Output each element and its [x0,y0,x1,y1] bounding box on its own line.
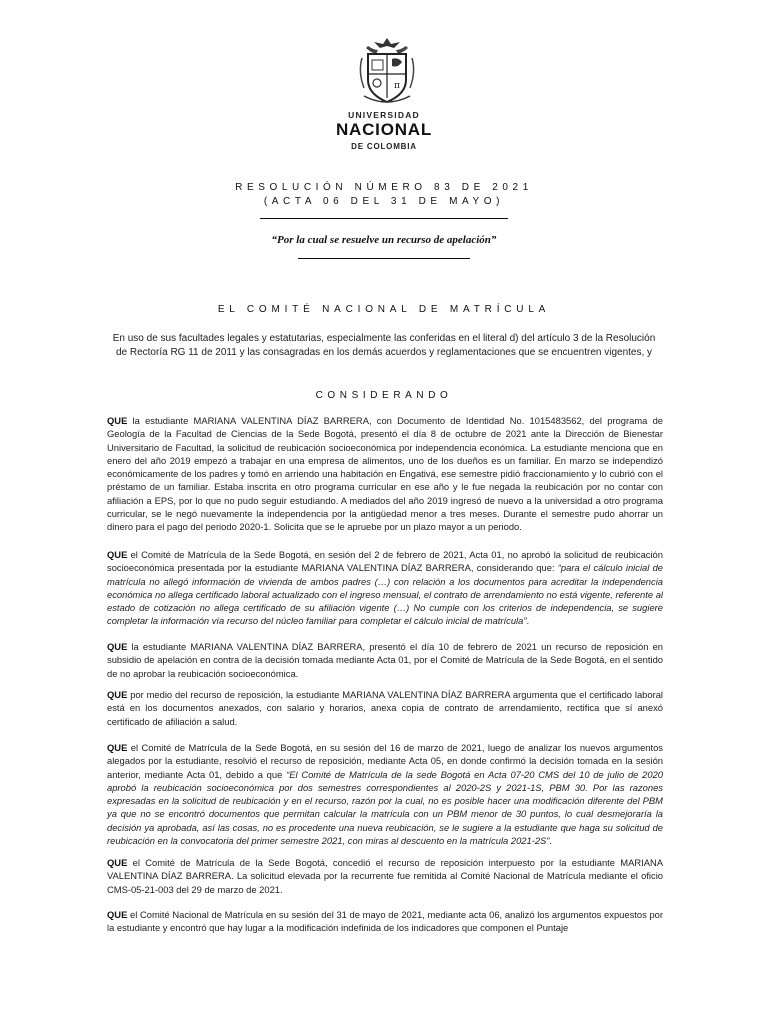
considerando-paragraph [107,640,663,680]
committee-title: EL COMITÉ NACIONAL DE MATRÍCULA [217,304,551,315]
considerando-paragraph [107,741,663,847]
paragraph-lead: QUE [107,415,128,426]
paragraph-text: el Comité Nacional de Matrícula en su sesión del 31 de mayo de 2021, mediante acta 06, analizó los argumentos expuestos por la estudiante y encontró que hay lugar a la modificación indefinida de los indicadores que componen el Puntaje [107,909,663,934]
divider [298,258,470,259]
considerando-paragraph [107,414,663,534]
divider [260,218,508,219]
paragraph-lead: QUE [107,742,128,753]
paragraph-text: la estudiante MARIANA VALENTINA DÍAZ BARRERA, presentó el día 10 de febrero de 2021 un recurso de reposición en subsidio de apelación en contra de la decisión tomada mediante Acta 01, por el Comité de Matrícula de la Sede Bogotá, en el sentido de no aprobar la reubicación socioeconómica. [107,641,663,679]
resolution-number: RESOLUCIÓN NÚMERO 83 DE 2021 [235,182,533,193]
resolution-acta: (ACTA 06 DEL 31 DE MAYO) [263,196,505,207]
university-coat-of-arms-icon [354,36,420,108]
considerando-paragraph [107,908,663,935]
paragraph-text: la estudiante MARIANA VALENTINA DÍAZ BARRERA, con Documento de Identidad No. 1015483562, del programa de Geología de la Facultad de Ciencias de la Sede Bogotá, presentó el día 8 de octubre de 2021 ante la Dirección de Bienestar Universitario de Facultad, la solicitud de reubicación socioeconómica por independencia económica. La estudiante menciona que en enero del año 2019 empezó a trabajar en una empresa de alimentos, uno de los dueños es un familiar. En marzo se independizó económicamente de los padres y tomó en arriendo una habitación en Engativá, ese semestre pidió fraccionamiento y lo cubrió con el préstamo de un familiar. Estaba inscrita en otro programa curricular en ese año y le fue negada la reubicación por no contar con afiliación a EPS, por lo que no pudo seguir estudiando. A mediados del año 2019 ingresó de nuevo a la universidad a otro programa curricular, se le negó nuevamente la independencia por la antigüedad menor a tres meses. Durante el semestre pudo ahorrar un dinero para el pago del periodo 2020-1. Solicita que se le apruebe por un plazo mayor a un periodo. [107,415,663,533]
paragraph-text: el Comité de Matrícula de la Sede Bogotá, en su sesión del 16 de marzo de 2021, luego de analizar los nuevos argumentos alegados por la estudiante, resolvió el recurso de reposición, mediante Acta 05, en donde confirmó la decisión tomada en la sesión anterior, mediante Acta 01, debido a que [107,742,663,780]
resolution-subtitle: “Por la cual se resuelve un recurso de apelación” [271,234,497,246]
paragraph-lead: QUE [107,689,128,700]
paragraph-tail: . [549,835,553,847]
university-name: NACIONAL [335,120,433,139]
paragraph-text: por medio del recurso de reposición, la estudiante MARIANA VALENTINA DÍAZ BARRERA argumenta que el certificado laboral está en los documentos anexados, con salario y horarios, anexa copia de contrato de arrendamiento, rectifica que sí anexó certificado de afiliación a salud. [107,689,663,727]
considerando-paragraph [107,688,663,728]
committee-intro: En uso de sus facultades legales y estatutarias, especialmente las conferidas en el literal d) del artículo 3 de la Resolución de Rectoría RG 11 de 2011 y las consagradas en los demás acuerdos y reglamentaciones que se encuentren vigentes, y [112,333,656,358]
considerando-title: CONSIDERANDO [315,390,453,401]
paragraph-text: el Comité de Matrícula de la Sede Bogotá, concedió el recurso de reposición interpuesto por la estudiante MARIANA VALENTINA DÍAZ BARRERA. La solicitud elevada por la recurrente fue remitida al Comité Nacional de Matrícula mediante el oficio CMS-05-21-003 del 29 de marzo de 2021. [107,857,663,895]
svg-text:π: π [394,81,400,91]
paragraph-lead: QUE [107,641,128,652]
university-country: DE COLOMBIA [351,142,417,151]
university-name-small: UNIVERSIDAD [348,110,420,120]
paragraph-lead: QUE [107,857,128,868]
considerando-paragraph [107,856,663,896]
paragraph-quote: “para el cálculo inicial de matrícula no allegó información de vivienda de ambos padres (…) con relación a los documentos para acreditar la independencia económica no allega certificado laboral actualizado con el ingreso mensual, el contrato de arrendamiento no está vigente, referente al estado de cotización no allega certificado de su afiliación vigente (…) No cumple con los criterios de independencia, se sugiere completar la información vía recurso del núcleo familiar para completar el cálculo inicial de matrícula” [107,562,663,627]
paragraph-quote: “El Comité de Matrícula de la sede Bogotá en Acta 07-20 CMS del 10 de julio de 2020 aprobó la reubicación socioeconómica por dos semestres correspondientes al 2020-2S y 2021-1S, PBM 30. Por las razones expresadas en la solicitud de reubicación y en el recurso, razón por la cual, no es posible hacer una modificación diferente del PBM ya que no se encontró documentos que permitan calcular la matrícula con un PBM menor de 30 puntos, lo cual desmejoraría la decisión ya aprobada, así las cosas, no es procedente una nueva reubicación, se le sugiere a la estudiante que haga su solicitud de reubicación en la convocatoria del primer semestre 2021, con miras al descuento en la matrícula 2021-2S” [107,768,663,847]
paragraph-lead: QUE [107,909,128,920]
paragraph-tail: . [526,615,530,627]
paragraph-lead: QUE [107,549,128,560]
considerando-paragraph [107,548,663,628]
paragraph-text: el Comité de Matrícula de la Sede Bogotá, en sesión del 2 de febrero de 2021, Acta 01, no aprobó la solicitud de reubicación socioeconómica presentada por la estudiante MARIANA VALENTINA DÍAZ BARRERA, considerando que: [107,549,663,574]
